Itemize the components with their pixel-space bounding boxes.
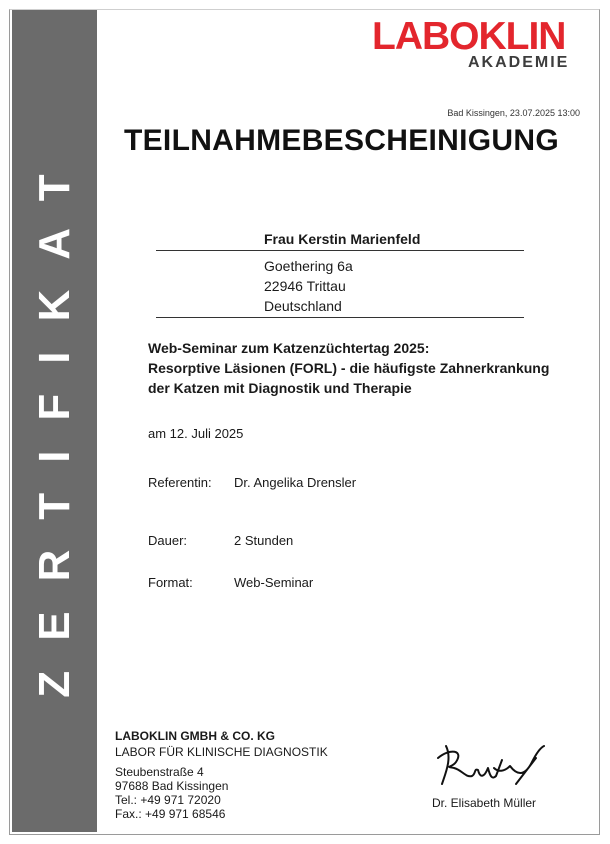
course-title [148, 338, 568, 398]
signatory-name: Dr. Elisabeth Müller [432, 796, 537, 810]
speaker-value: Dr. Angelika Drensler [234, 475, 357, 490]
course-title-line-3: der Katzen mit Diagnostik und Therapie [148, 380, 412, 396]
document-title: TEILNAHMEBESCHEINIGUNG [124, 124, 559, 157]
laboklin-logo [372, 15, 584, 71]
place-date: Bad Kissingen, 23.07.2025 13:00 [447, 108, 580, 118]
footer-fax: Fax.: +49 971 68546 [115, 807, 226, 821]
recipient-street: Goethering 6a [264, 258, 353, 274]
footer-city: 97688 Bad Kissingen [115, 779, 229, 793]
duration-value: 2 Stunden [234, 533, 294, 548]
address-top-rule [156, 250, 524, 251]
address-bottom-rule [156, 317, 524, 318]
logo-main-text: LABOKLIN [372, 15, 566, 58]
format-label: Format: [148, 575, 193, 590]
signature-drawing [432, 738, 552, 793]
recipient-country: Deutschland [264, 298, 342, 314]
duration-label: Dauer: [148, 533, 188, 548]
recipient-city: 22946 Trittau [264, 278, 346, 294]
footer-phone: Tel.: +49 971 72020 [115, 793, 221, 807]
side-band-word: ZERTIFIKAT [29, 144, 79, 698]
footer-street: Steubenstraße 4 [115, 765, 204, 779]
side-band [12, 10, 97, 832]
recipient-name: Frau Kerstin Marienfeld [264, 231, 421, 247]
logo-sub-text: AKADEMIE [468, 54, 570, 71]
footer-subtitle: LABOR FÜR KLINISCHE DIAGNOSTIK [115, 745, 328, 759]
course-title-line-1: Web-Seminar zum Katzenzüchtertag 2025: [148, 340, 430, 356]
speaker-label: Referentin: [148, 475, 212, 490]
event-date: am 12. Juli 2025 [148, 426, 244, 441]
format-value: Web-Seminar [234, 575, 314, 590]
course-title-line-2: Resorptive Läsionen (FORL) - die häufigste Zahnerkrankung [148, 360, 550, 376]
footer-company: LABOKLIN GMBH & CO. KG [115, 729, 275, 743]
